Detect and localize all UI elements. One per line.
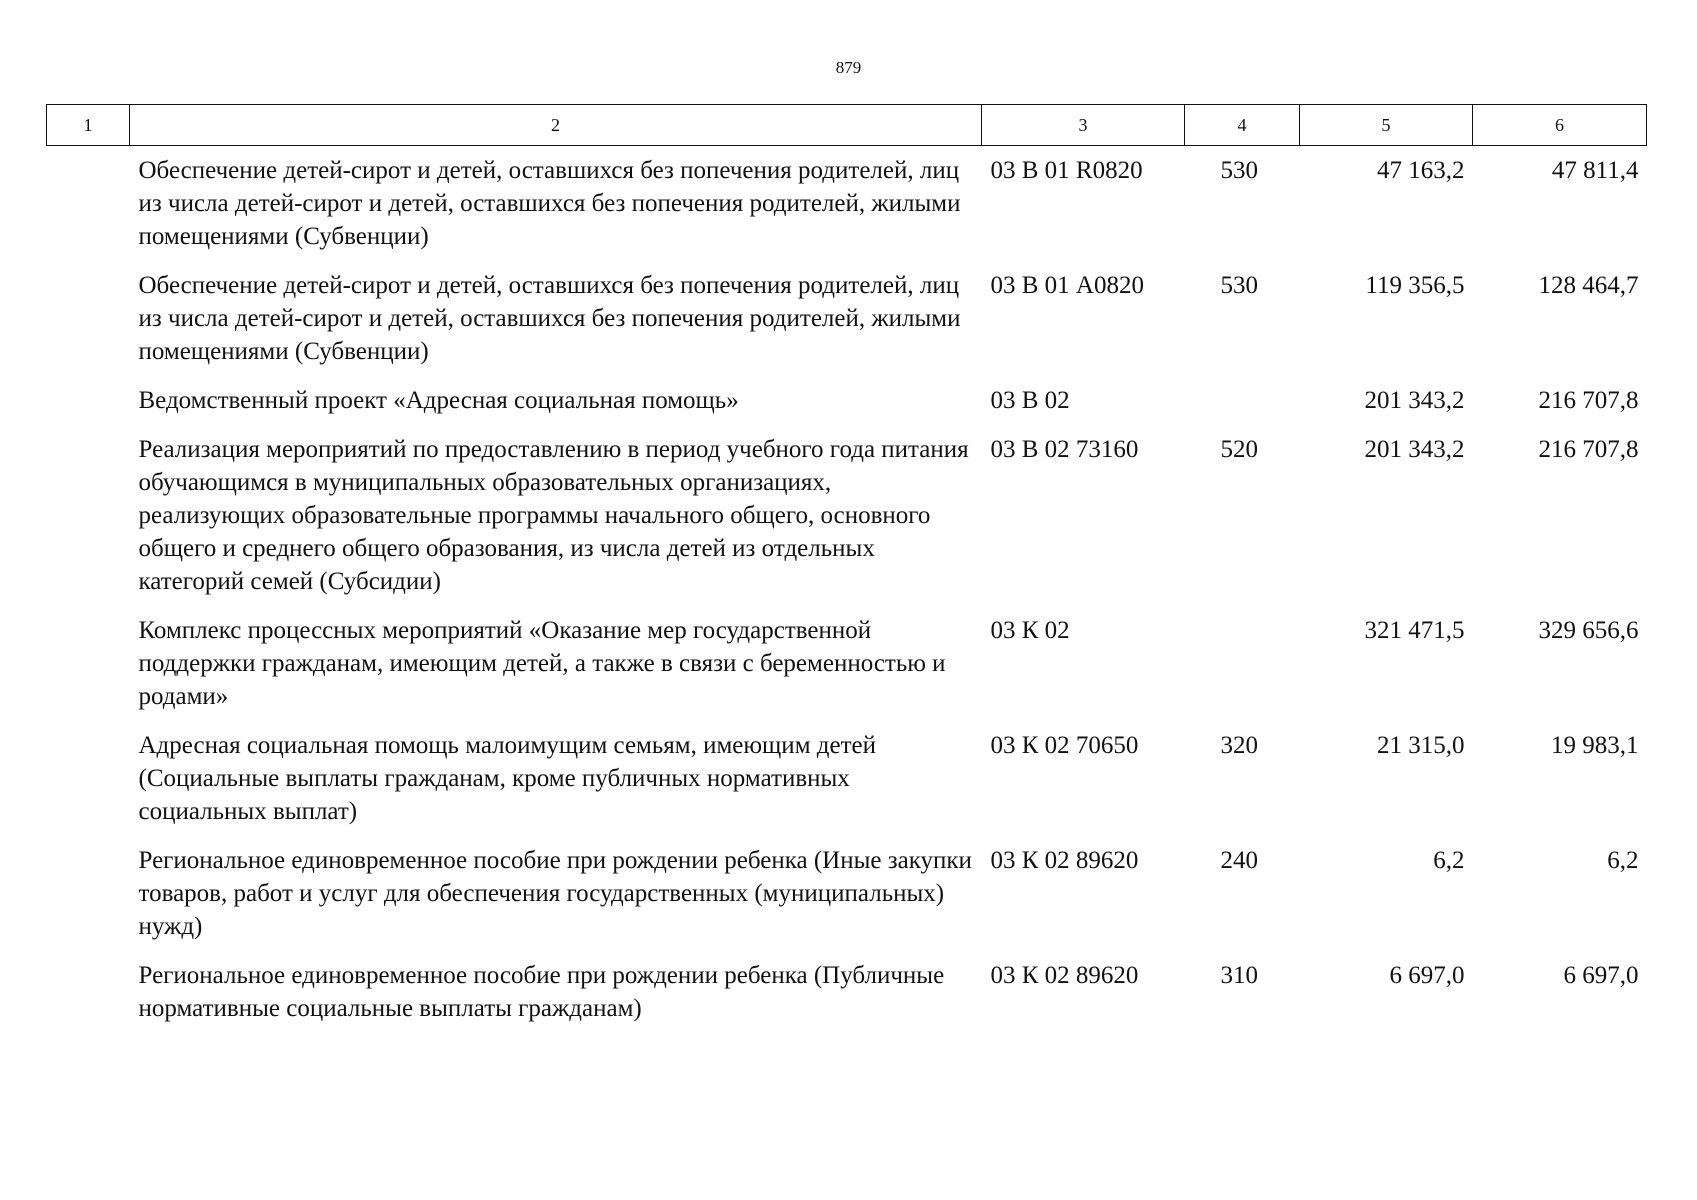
col1-cell	[47, 614, 130, 729]
value-col6: 6 697,0	[1563, 962, 1639, 989]
table-row	[47, 433, 1647, 614]
col1-cell	[47, 729, 130, 844]
expense-type: 240	[1220, 847, 1258, 874]
item-code: 03 В 01 А0820	[990, 272, 1144, 299]
table-row	[47, 844, 1647, 959]
expense-type: 530	[1220, 272, 1258, 299]
value-col5: 119 356,5	[1365, 272, 1465, 299]
value-col6: 47 811,4	[1551, 157, 1639, 184]
value-col6: 128 464,7	[1538, 272, 1639, 299]
budget-table	[46, 104, 1647, 1041]
value-col5: 201 343,2	[1364, 436, 1465, 463]
item-code: 03 К 02 89620	[990, 847, 1139, 874]
col1-cell	[47, 384, 130, 433]
col1-cell	[47, 269, 130, 384]
value-col6: 19 983,1	[1551, 732, 1639, 759]
header-cell-3: 3	[982, 105, 1185, 146]
expense-type	[1185, 614, 1300, 729]
value-col6: 216 707,8	[1538, 387, 1639, 414]
item-code: 03 В 02 73160	[990, 436, 1139, 463]
item-name: Комплекс процессных мероприятий «Оказание мер государственной поддержки гражданам, имеющим детей, а также в связи с беременностью и родами»	[138, 617, 946, 710]
table-row	[47, 384, 1647, 433]
value-col6: 6,2	[1607, 847, 1639, 874]
expense-type: 520	[1220, 436, 1258, 463]
header-cell-2: 2	[130, 105, 982, 146]
item-code: 03 В 01 R0820	[990, 157, 1143, 184]
expense-type	[1185, 384, 1300, 433]
value-col6: 329 656,6	[1538, 617, 1639, 644]
item-code: 03 К 02 70650	[990, 732, 1139, 759]
value-col5: 47 163,2	[1377, 157, 1465, 184]
col1-cell	[47, 959, 130, 1041]
header-row	[47, 105, 1647, 146]
value-col6: 216 707,8	[1538, 436, 1639, 463]
item-name: Ведомственный проект «Адресная социальная помощь»	[138, 387, 739, 414]
col1-cell	[47, 844, 130, 959]
item-code: 03 К 02 89620	[990, 962, 1139, 989]
col1-cell	[47, 146, 130, 270]
value-col5: 321 471,5	[1364, 617, 1465, 644]
col1-cell	[47, 433, 130, 614]
header-cell-4: 4	[1185, 105, 1300, 146]
header-cell-5: 5	[1300, 105, 1473, 146]
table-row	[47, 614, 1647, 729]
expense-type: 310	[1220, 962, 1258, 989]
value-col5: 21 315,0	[1377, 732, 1465, 759]
item-name: Реализация мероприятий по предоставлению в период учебного года питания обучающимся в муниципальных образовательных организациях, реализующих образовательные программы начального общего, основного общего и среднего общего образования, из числа детей из отдельных категорий семей (Субсидии)	[138, 436, 969, 595]
header-cell-1: 1	[47, 105, 130, 146]
item-code: 03 К 02	[990, 617, 1070, 644]
table-row	[47, 959, 1647, 1041]
item-name: Обеспечение детей-сирот и детей, оставшихся без попечения родителей, лиц из числа детей-сирот и детей, оставшихся без попечения родителей, жилыми помещениями (Субвенции)	[138, 157, 961, 250]
value-col5: 201 343,2	[1364, 387, 1465, 414]
expense-type: 530	[1220, 157, 1258, 184]
expense-type: 320	[1220, 732, 1258, 759]
value-col5: 6,2	[1433, 847, 1465, 874]
item-name: Региональное единовременное пособие при рождении ребенка (Иные закупки товаров, работ и услуг для обеспечения государственных (муниципальных) нужд)	[138, 847, 972, 940]
item-name: Обеспечение детей-сирот и детей, оставшихся без попечения родителей, лиц из числа детей-сирот и детей, оставшихся без попечения родителей, жилыми помещениями (Субвенции)	[138, 272, 961, 365]
page-number: 879	[835, 58, 862, 77]
header-cell-6: 6	[1473, 105, 1647, 146]
item-name: Региональное единовременное пособие при рождении ребенка (Публичные нормативные социальные выплаты гражданам)	[138, 962, 945, 1022]
item-code: 03 В 02	[990, 387, 1070, 414]
table-row	[47, 269, 1647, 384]
value-col5: 6 697,0	[1389, 962, 1465, 989]
table-row	[47, 729, 1647, 844]
table-body	[47, 146, 1647, 1042]
item-name: Адресная социальная помощь малоимущим семьям, имеющим детей (Социальные выплаты гражданам, кроме публичных нормативных социальных выплат)	[138, 732, 876, 825]
table-row	[47, 146, 1647, 270]
table-header	[47, 105, 1647, 146]
